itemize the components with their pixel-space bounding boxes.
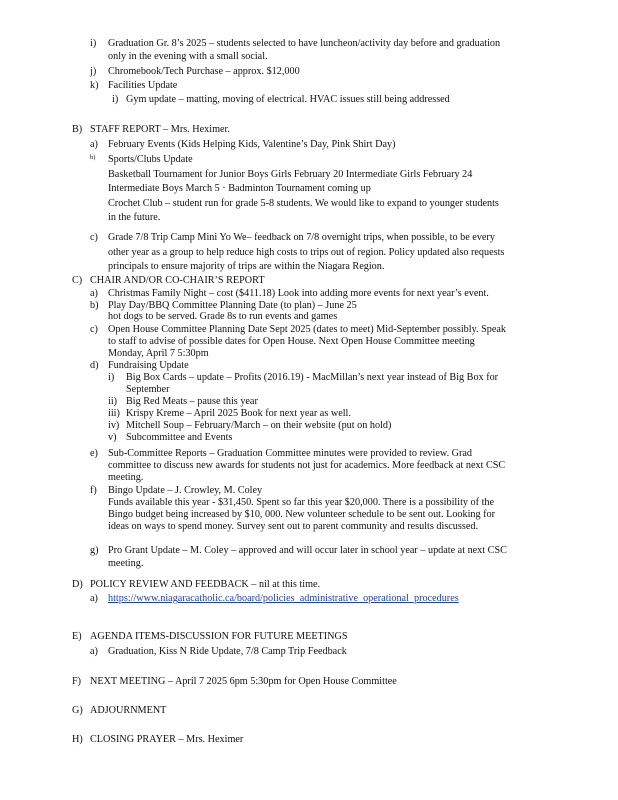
- text-line: in the future.: [108, 212, 161, 223]
- section-heading: CHAIR AND/OR CO-CHAIR’S REPORT: [90, 275, 265, 286]
- policy-link[interactable]: https://www.niagaracatholic.ca/board/policies_administrative_operational_procedures: [108, 593, 459, 604]
- text-line: Bingo Update – J. Crowley, M. Coley: [108, 485, 263, 496]
- text-line: Big Box Cards – update – Profits (2016.19) - MacMillan’s next year instead of Big Box for: [126, 372, 499, 383]
- list-marker: v): [108, 432, 117, 443]
- text-line: hot dogs to be served. Grade 8s to run events and games: [108, 311, 338, 322]
- text-line: Graduation, Kiss N Ride Update, 7/8 Camp Trip Feedback: [108, 646, 347, 657]
- text-line: only in the evening with a small social.: [108, 51, 268, 62]
- section-marker: C): [72, 275, 83, 286]
- text-line: Fundraising Update: [108, 360, 189, 371]
- list-marker: i): [90, 38, 97, 49]
- text-line: Graduation Gr. 8’s 2025 – students selected to have luncheon/activity day before and graduation: [108, 38, 501, 49]
- section-heading: AGENDA ITEMS-DISCUSSION FOR FUTURE MEETINGS: [90, 631, 348, 642]
- list-marker: f): [90, 485, 97, 496]
- text-line: Facilities Update: [108, 80, 178, 91]
- list-marker: a): [90, 646, 98, 657]
- list-marker: j): [90, 66, 97, 77]
- list-marker: k): [90, 80, 99, 91]
- text-line: Chromebook/Tech Purchase – approx. $12,000: [108, 66, 300, 77]
- text-line: principals to ensure majority of trips are within the Niagara Region.: [108, 261, 385, 272]
- text-line: Christmas Family Night – cost ($411.18) Look into adding more events for next year’s event.: [108, 288, 489, 299]
- list-marker: c): [90, 232, 98, 243]
- text-line: Sports/Clubs Update: [108, 154, 193, 165]
- list-marker: iii): [108, 408, 120, 419]
- text-line: meeting.: [108, 472, 144, 483]
- list-marker: c): [90, 324, 98, 335]
- list-marker: b): [90, 300, 99, 311]
- list-marker: b): [90, 154, 96, 161]
- text-line: Monday, April 7 5:30pm: [108, 348, 209, 359]
- text-line: Krispy Kreme – April 2025 Book for next year as well.: [126, 408, 351, 419]
- text-line: Sub-Committee Reports – Graduation Committee minutes were provided to review. Grad: [108, 448, 473, 459]
- section-heading: ADJOURNMENT: [90, 705, 167, 716]
- list-marker: a): [90, 288, 98, 299]
- text-line: Bingo budget being increased by $10, 000. New volunteer schedule to be sent out. Looking for: [108, 509, 496, 520]
- section-marker: D): [72, 579, 83, 590]
- list-marker: e): [90, 448, 98, 459]
- text-line: committee to discuss new awards for students not just for academics. More feedback at next CSC: [108, 460, 506, 471]
- list-marker: i): [112, 94, 119, 105]
- section-heading: POLICY REVIEW AND FEEDBACK – nil at this time.: [90, 579, 321, 590]
- section-heading: STAFF REPORT – Mrs. Heximer.: [90, 124, 230, 135]
- text-line: Big Red Meats – pause this year: [126, 396, 258, 407]
- text-line: other year as a group to help reduce high costs to trips out of region. Policy updated also requests: [108, 247, 505, 258]
- section-marker: H): [72, 734, 83, 745]
- text-line: Play Day/BBQ Committee Planning Date (to plan) – June 25: [108, 300, 357, 311]
- list-marker: d): [90, 360, 99, 371]
- text-line: Basketball Tournament for Junior Boys Girls February 20 Intermediate Girls February 24: [108, 169, 473, 180]
- text-line: Intermediate Boys March 5 · Badminton Tournament coming up: [108, 183, 371, 194]
- text-line: Funds available this year - $31,450. Spent so far this year $20,000. There is a possibility of the: [108, 497, 495, 508]
- list-marker: g): [90, 545, 99, 556]
- text-line: Crochet Club – student run for grade 5-8 students. We would like to expand to younger students: [108, 198, 499, 209]
- section-heading: CLOSING PRAYER – Mrs. Heximer: [90, 734, 244, 745]
- list-marker: ii): [108, 396, 118, 407]
- list-marker: a): [90, 593, 98, 604]
- list-marker: a): [90, 139, 98, 150]
- section-marker: E): [72, 631, 82, 642]
- list-marker: i): [108, 372, 115, 383]
- text-line: Grade 7/8 Trip Camp Mini Yo We– feedback on 7/8 overnight trips, when possible, to be every: [108, 232, 495, 243]
- text-line: Subcommittee and Events: [126, 432, 233, 443]
- text-line: ideas on ways to spend money. Survey sent out to parent community and results discussed.: [108, 521, 478, 532]
- text-line: Pro Grant Update – M. Coley – approved and will occur later in school year – update at next CSC: [108, 545, 507, 556]
- text-line: Mitchell Soup – February/March – on their website (put on hold): [126, 420, 392, 431]
- section-marker: G): [72, 705, 83, 716]
- text-line: September: [126, 384, 170, 395]
- section-marker: B): [72, 124, 83, 135]
- text-line: Gym update – matting, moving of electrical. HVAC issues still being addressed: [126, 94, 450, 105]
- text-line: February Events (Kids Helping Kids, Valentine’s Day, Pink Shirt Day): [108, 139, 396, 150]
- text-line: to staff to advise of possible dates for Open House. Next Open House Committee meeting: [108, 336, 475, 347]
- text-line: Open House Committee Planning Date Sept 2025 (dates to meet) Mid-September possibly. Speak: [108, 324, 506, 335]
- section-marker: F): [72, 676, 82, 687]
- text-line: meeting.: [108, 558, 144, 569]
- section-heading: NEXT MEETING – April 7 2025 6pm 5:30pm for Open House Committee: [90, 676, 397, 687]
- list-marker: iv): [108, 420, 120, 431]
